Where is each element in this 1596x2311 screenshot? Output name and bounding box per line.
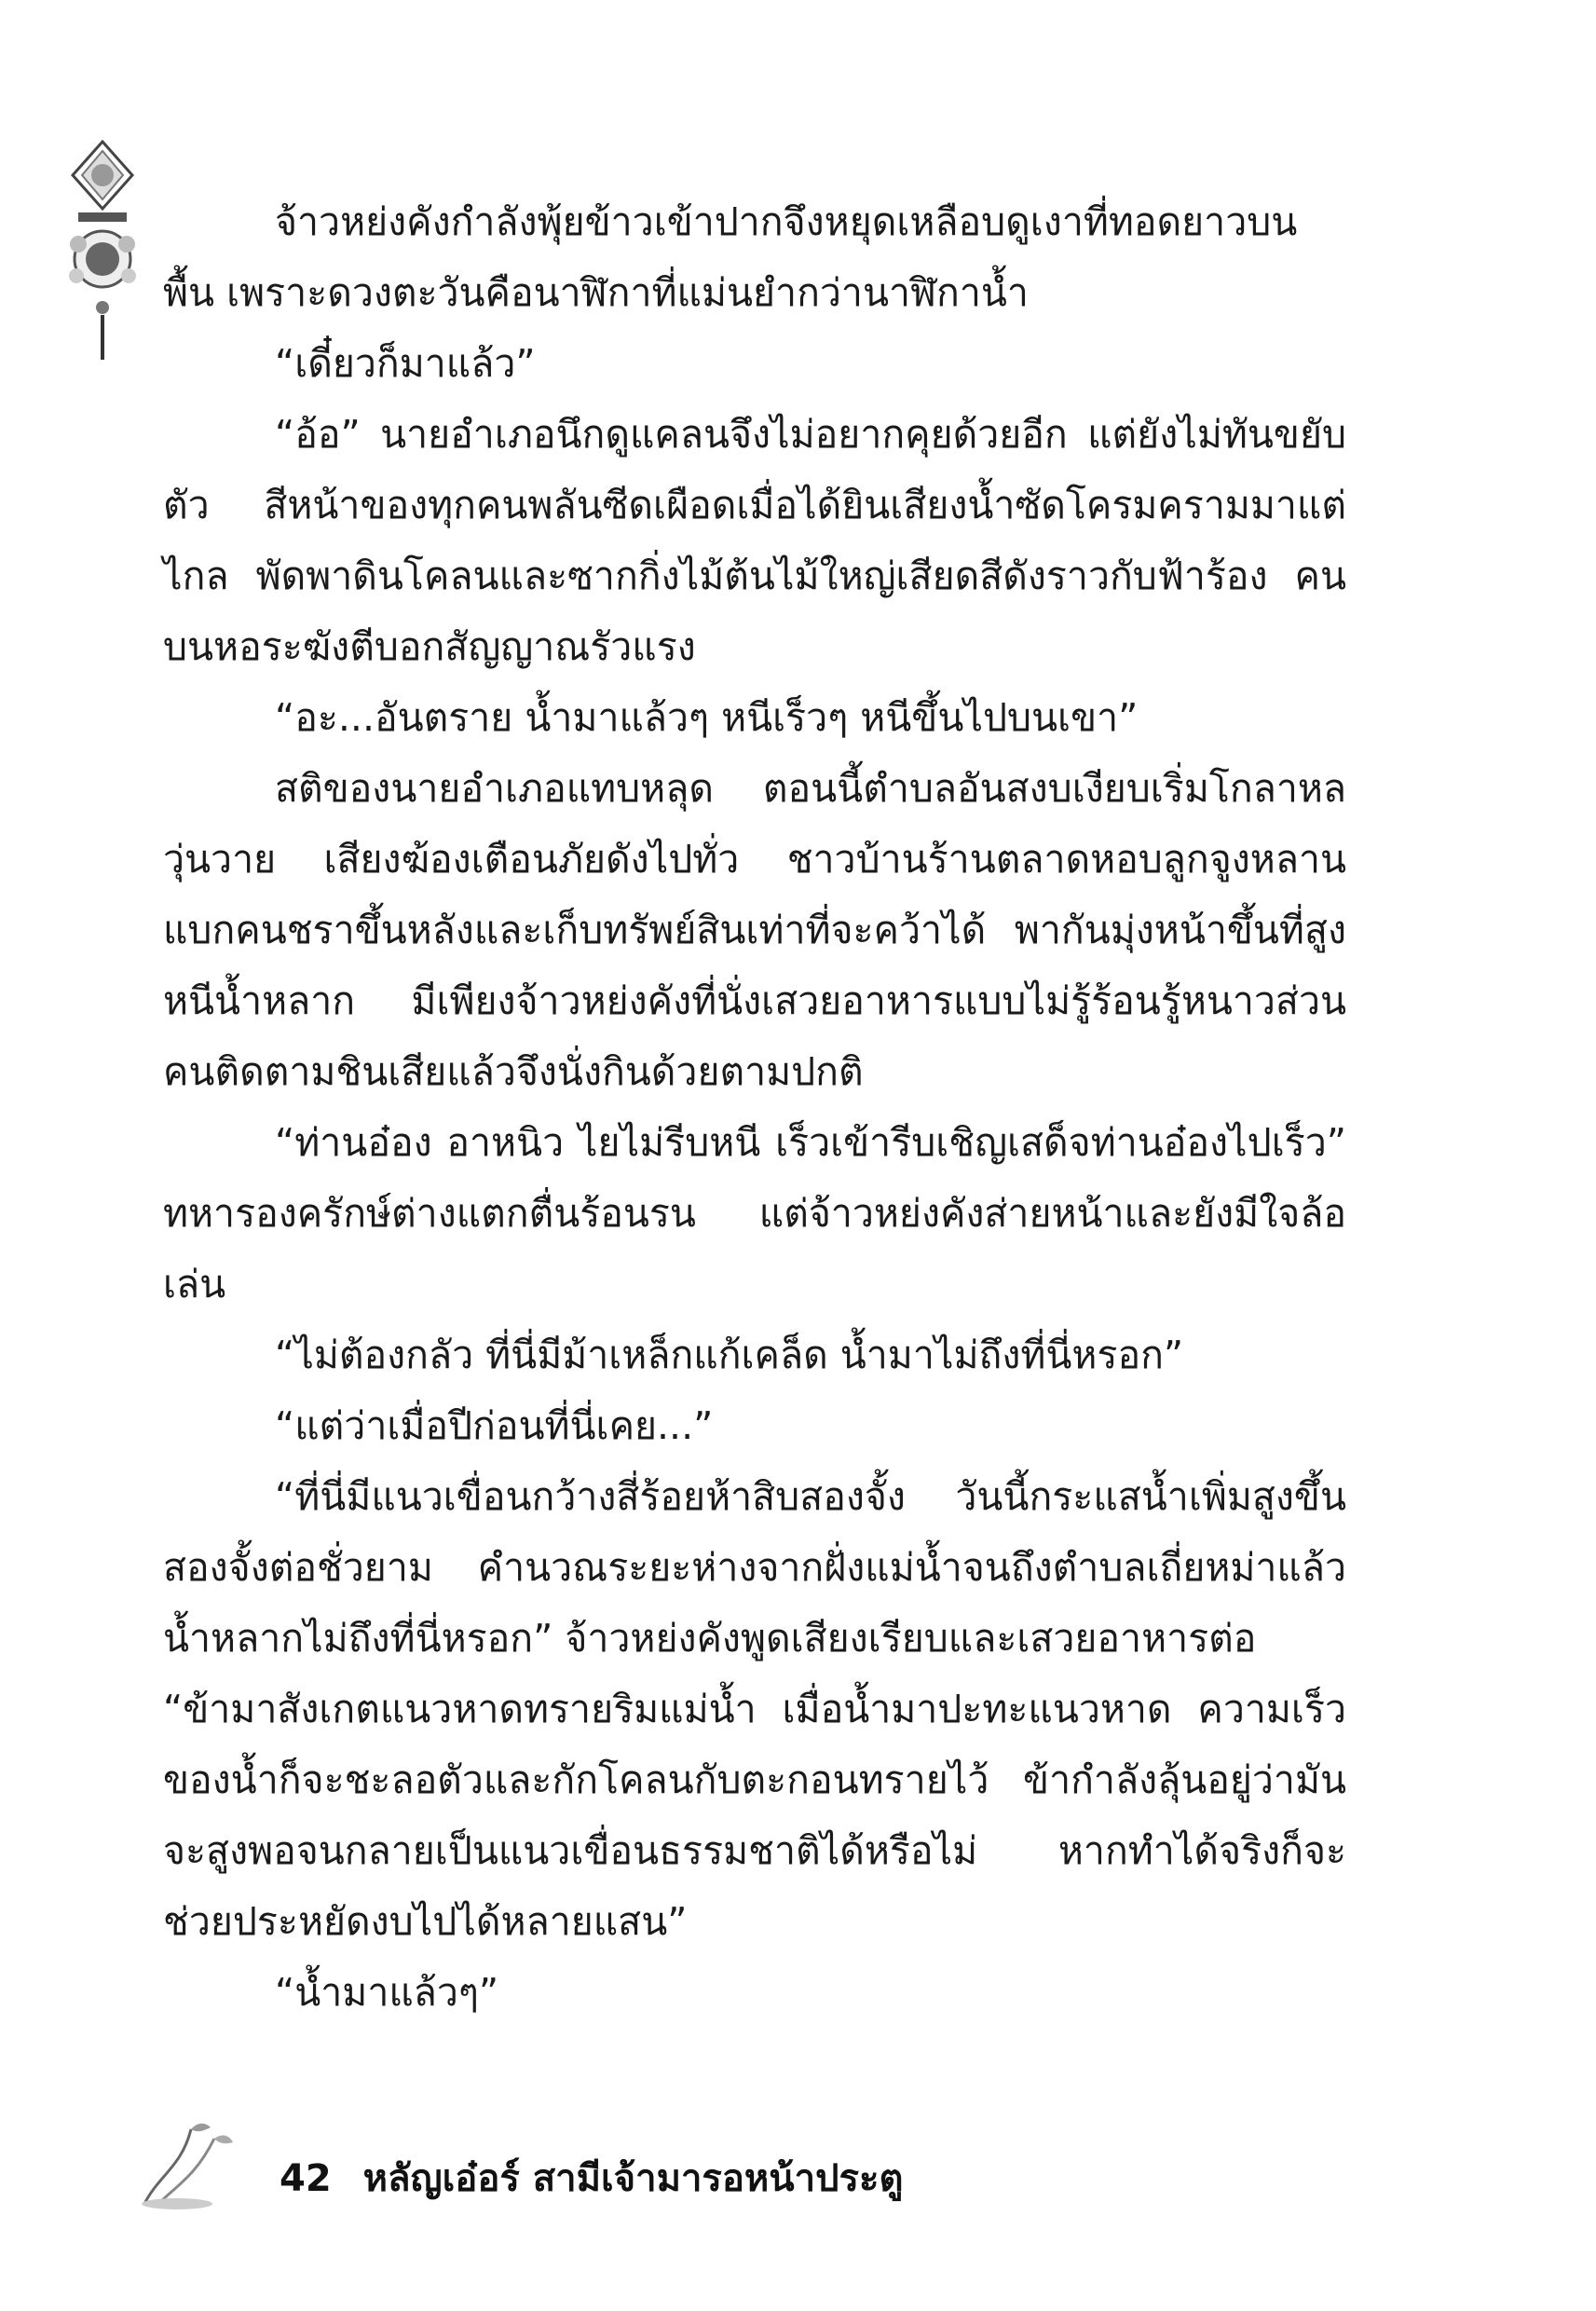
- paragraph: “อะ...อันตราย น้ำมาแล้วๆ หนีเร็วๆ หนีขึ้นไปบนเขา”: [275, 695, 1139, 740]
- paragraph: สติของนายอำเภอแทบหลุด ตอนนี้ตำบลอันสงบเงียบเริ่มโกลาหลวุ่นวาย เสียงฆ้องเตือนภัยดังไปทั่ว ชาวบ้านร้านตลาดหอบลูกจูงหลานแบกคนชราขึ้นหลังและเก็บทรัพย์สินเท่าที่จะคว้าได้ พากันมุ่งหน้าขึ้นที่สูงหนีน้ำหลาก มีเพียงจ้าวหย่งคังที่นั่งเสวยอาหารแบบไม่รู้ร้อนรู้หนาวส่วนคนติดตามชินเสียแล้วจึงนั่งกินด้วยตามปกติ: [163, 766, 1346, 1094]
- ornament-icon: [65, 140, 140, 363]
- page-footer: [140, 2111, 978, 2222]
- footer-line: [280, 2148, 903, 2208]
- paragraph: “ที่นี่มีแนวเขื่อนกว้างสี่ร้อยห้าสิบสองจั้ง วันนี้กระแสน้ำเพิ่มสูงขึ้นสองจั้งต่อชั่วยาม คำนวณระยะห่างจากฝั่งแม่น้ำจนถึงตำบลเถี่ยหม่าแล้วน้ำหลากไม่ถึงที่นี่หรอก” จ้าวหย่งคังพูดเสียงเรียบและเสวยอาหารต่อ: [163, 1474, 1346, 1661]
- paragraph: “ข้ามาสังเกตแนวหาดทรายริมแม่น้ำ เมื่อน้ำมาปะทะแนวหาด ความเร็วของน้ำก็จะชะลอตัวและกักโคลนกับตะกอนทรายไว้ ข้ากำลังลุ้นอยู่ว่ามันจะสูงพอจนกลายเป็นแนวเขื่อนธรรมชาติได้หรือไม่ หากทำได้จริงก็จะช่วยประหยัดงบไปได้หลายแสน”: [163, 1687, 1346, 1944]
- paragraph: “เดี๋ยวก็มาแล้ว”: [275, 341, 536, 386]
- paragraph: “ท่านอ๋อง อาหนิว ไยไม่รีบหนี เร็วเข้ารีบเชิญเสด็จท่านอ๋องไปเร็ว” ทหารองครักษ์ต่างแตกตื่นร้อนรน แต่จ้าวหย่งคังส่ายหน้าและยังมีใจล้อเล่น: [163, 1120, 1346, 1306]
- paragraph: “แต่ว่าเมื่อปีก่อนที่นี่เคย...”: [275, 1403, 714, 1448]
- paragraph: จ้าวหย่งคังกำลังพุ้ยข้าวเข้าปากจึงหยุดเหลือบดูเงาที่ทอดยาวบนพื้น เพราะดวงตะวันคือนาฬิกาที่แม่นยำกว่านาฬิกาน้ำ: [163, 199, 1298, 315]
- paragraph: “ไม่ต้องกลัว ที่นี่มีม้าเหล็กแก้เคล็ด น้ำมาไม่ถึงที่นี่หรอก”: [275, 1333, 1184, 1377]
- book-title: หลัญเอ๋อร์ สามีเจ้ามารอหน้าประตู: [362, 2157, 904, 2200]
- paragraph: “น้ำมาแล้วๆ”: [275, 1970, 499, 2015]
- body-text: [163, 186, 1346, 2028]
- paragraph: “อ้อ” นายอำเภอนึกดูแคลนจึงไม่อยากคุยด้วยอีก แต่ยังไม่ทันขยับตัว สีหน้าของทุกคนพลันซีดเผือดเมื่อได้ยินเสียงน้ำซัดโครมครามมาแต่ไกล พัดพาดินโคลนและซากกิ่งไม้ต้นไม้ใหญ่เสียดสีดังราวกับฟ้าร้อง คนบนหอระฆังตีบอกสัญญาณรัวแรง: [163, 412, 1346, 669]
- decorative-ornament: [65, 140, 140, 363]
- page-number: 42: [280, 2157, 332, 2200]
- plant-icon: [140, 2111, 242, 2213]
